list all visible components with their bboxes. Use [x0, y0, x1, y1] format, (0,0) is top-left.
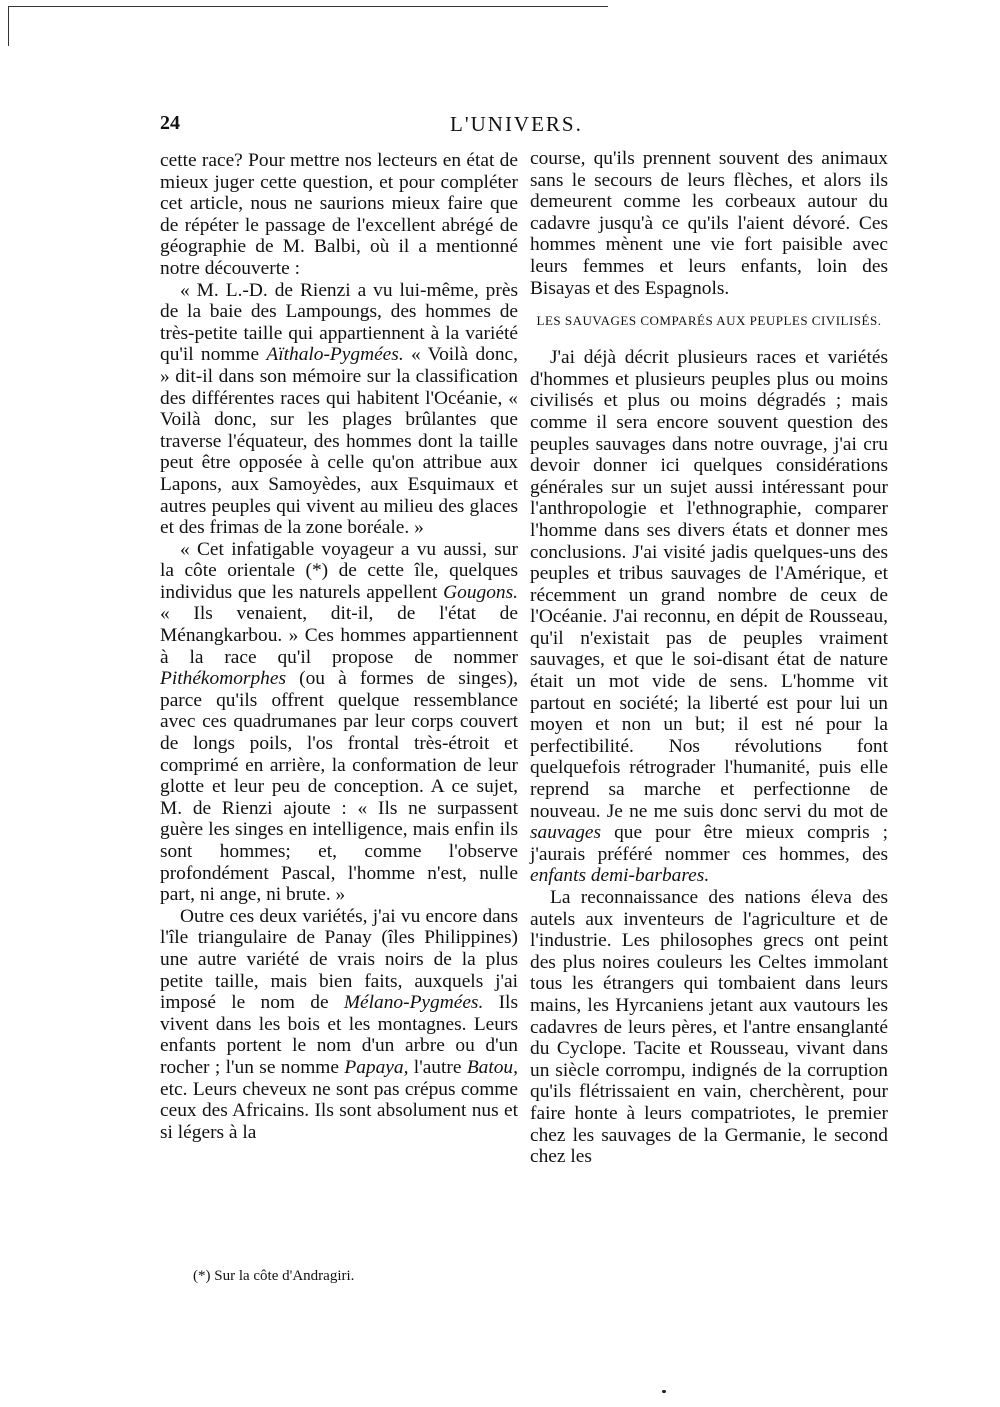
italic-text: Batou,	[466, 1056, 518, 1078]
text-run: Outre ces deux variétés, j'ai vu encore dans l'île triangulaire de Panay (îles Philippines) une autre variété de vrais noirs de la plus petite taille, mais bien faits, auxquels j'ai imposé le nom de	[160, 905, 518, 1014]
right-column	[530, 148, 888, 1168]
italic-text: Mélano-Pygmées.	[343, 992, 484, 1014]
italic-text: enfants demi-barbares.	[530, 865, 710, 887]
page-header	[160, 112, 890, 142]
italic-text: Aïthalo-Pygmées.	[266, 344, 404, 366]
italic-text: Gougons.	[443, 581, 518, 603]
paragraph	[160, 280, 518, 539]
scan-edge-line-vertical	[8, 6, 9, 46]
paragraph	[530, 148, 888, 299]
right-column-body	[530, 347, 888, 1168]
paragraph	[530, 347, 888, 887]
section-heading: LES SAUVAGES COMPARÉS AUX PEUPLES CIVILISÉS.	[536, 313, 882, 329]
text-run: etc. Leurs cheveux ne sont pas crépus comme ceux des Africains. Ils sont absolument nus et si légers à la	[160, 1078, 518, 1143]
scan-edge-line	[8, 6, 608, 7]
page-number: 24	[160, 112, 180, 134]
italic-text: sauvages	[530, 822, 602, 844]
right-column-top	[530, 148, 888, 299]
text-run: J'ai déjà décrit plusieurs races et variétés d'hommes et plusieurs peuples plus ou moins civilisés et plus ou moins dégradés ; mais comme il sera encore souvent question des peuples sauvages dans notre ouvrage, j'ai cru devoir donner ici quelques considérations générales sur un sujet aussi intéressant pour l'anthropologie et l'ethnographie, comparer l'homme dans ses divers états et donner mes conclusions. J'ai visité jadis quelques-uns des peuples et tribus sauvages de l'Amérique, et récemment un grand nombre de ceux de l'Océanie. J'ai reconnu, en dépit de Rousseau, qu'il n'existait pas de peuples vraiment sauvages, et que le soi-disant état de nature était un mot vide de sens. L'homme vit partout en société; la liberté est pour lui un moyen et non un but; il est né pour la perfectibilité. Nos révolutions font quelquefois rétrograder l'humanité, puis elle reprend sa marche et perfectionne de nouveau. Je ne me suis donc servi du mot de	[530, 347, 888, 822]
paragraph	[160, 906, 518, 1144]
paragraph	[160, 150, 518, 280]
paragraph	[160, 539, 518, 906]
italic-text: Papaya,	[344, 1056, 409, 1078]
text-run: course, qu'ils prennent souvent des animaux sans le secours de leurs flèches, et alors ils demeurent comme les corbeaux autour du cadavre jusqu'à ce qu'ils l'aient dévoré. Ces hommes mènent une vie fort paisible avec leurs femmes et leurs enfants, loin des Bisayas et des Espagnols.	[530, 148, 888, 299]
paragraph	[530, 887, 888, 1168]
text-run: que pour être mieux compris ; j'aurais préféré nommer ces hommes, des	[530, 822, 888, 865]
text-run: l'autre	[408, 1056, 467, 1078]
text-run: (ou à formes de singes), parce qu'ils offrent quelque ressemblance avec ces quadrumanes par leur corps couvert de longs poils, l'os frontal très-étroit et comprimé en arrière, la conformation de leur glotte et leur peu de conception. A ce sujet, M. de Rienzi ajoute : « Ils ne surpassent guère les singes en intelligence, mais enfin ils sont hommes; et, comme l'observe profondément Pascal, l'homme n'est, nulle part, ni ange, ni brute. »	[160, 668, 518, 906]
text-run: cette race? Pour mettre nos lecteurs en état de mieux juger cette question, et pour compléter cet article, nous ne saurions mieux faire que de répéter le passage de l'excellent abrégé de géographie de M. Balbi, où il a mentionné notre découverte :	[160, 150, 518, 279]
running-title: L'UNIVERS.	[450, 112, 583, 136]
footnote: (*) Sur la côte d'Andragiri.	[193, 1268, 355, 1284]
text-run: Ils vivent dans les bois et les montagnes. Leurs enfants portent le nom d'un arbre ou d'un rocher ; l'un se nomme	[160, 992, 518, 1078]
text-run: « Voilà donc, » dit-il dans son mémoire sur la classification des différentes races qui habitent l'Océanie, « Voilà donc, sur les plages brûlantes que traverse l'équateur, des hommes dont la taille peut être opposée à celle qu'on attribue aux Lapons, aux Samoyèdes, aux Esquimaux et autres peuples qui vivent au milieu des glaces et des frimas de la zone boréale. »	[160, 344, 518, 539]
italic-text: Pithékomorphes	[160, 668, 287, 690]
text-run: « Cet infatigable voyageur a vu aussi, sur la côte orientale (*) de cette île, quelques individus que les naturels appellent	[160, 538, 518, 603]
text-run: « Ils venaient, dit-il, de l'état de Ménangkarbou. » Ces hommes appartiennent à la race qu'il propose de nommer	[160, 603, 518, 668]
left-column	[160, 150, 518, 1143]
text-run: « M. L.-D. de Rienzi a vu lui-même, près de la baie des Lampoungs, des hommes de très-petite taille qui appartiennent à la variété qu'il nomme	[160, 279, 518, 366]
text-run: La reconnaissance des nations éleva des autels aux inventeurs de l'agriculture et de l'industrie. Les philosophes grecs ont peint des plus noires couleurs les Celtes immolant tous les étrangers qui tombaient dans leurs mains, les Hyrcaniens jetant aux vautours les cadavres de leurs pères, et l'antre ensanglanté du Cyclope. Tacite et Rousseau, vivant dans un siècle corrompu, indignés de la corruption qu'ils flétrissaient en vain, cherchèrent, pour faire honte à leurs compatriotes, le premier chez les sauvages de la Germanie, le second chez les	[530, 887, 888, 1168]
scan-speck	[662, 1390, 666, 1393]
